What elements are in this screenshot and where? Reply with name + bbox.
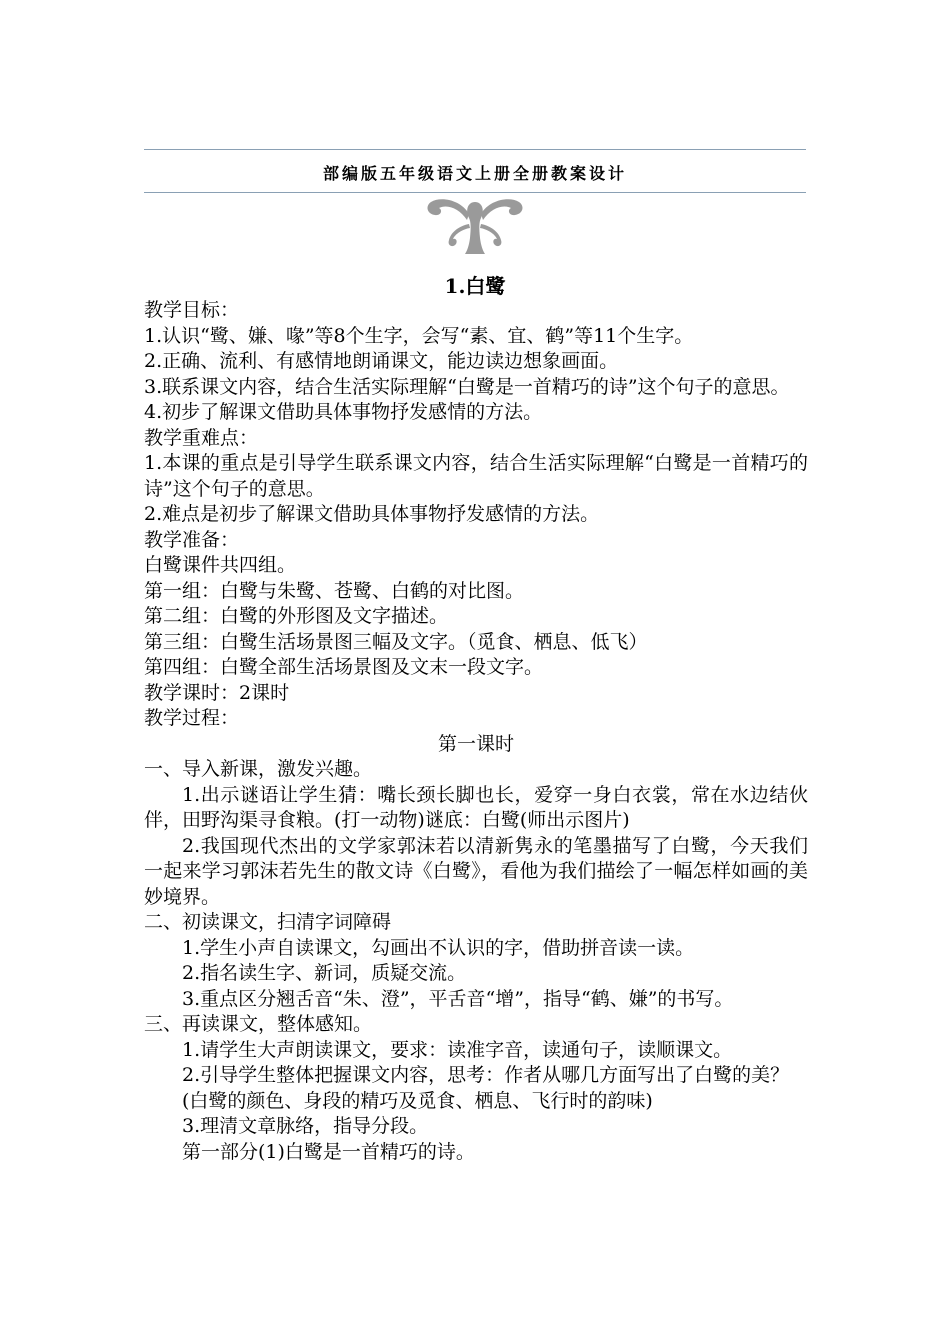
- lesson-paragraph: 一、导入新课，激发兴趣。: [144, 758, 373, 780]
- lesson-paragraph: 教学目标：: [144, 299, 240, 321]
- lesson-paragraph: 2.正确、流利、有感情地朗诵课文，能边读边想象画面。: [144, 350, 619, 372]
- lesson-paragraph: 2.我国现代杰出的文学家郭沫若以清新隽永的笔墨描写了白鹭，今天我们一起来学习郭沫若先生的散文诗《白鹭》，看他为我们描绘了一幅怎样如画的美妙境界。: [144, 834, 808, 908]
- lesson-paragraph: 白鹭课件共四组。: [144, 554, 297, 576]
- header-top-rule: [144, 149, 806, 150]
- lesson-paragraph: 3.理清文章脉络，指导分段。: [182, 1115, 429, 1137]
- lesson-paragraph: 3.重点区分翘舌音“朱、澄”，平舌音“增”，指导“鹤、嫌”的书写。: [182, 987, 734, 1010]
- lesson-paragraph: 2.指名读生字、新词，质疑交流。: [182, 962, 467, 984]
- lesson-paragraph: 教学课时：2课时: [144, 681, 290, 704]
- lesson-paragraph: 2.引导学生整体把握课文内容，思考：作者从哪几方面写出了白鹭的美？: [182, 1064, 790, 1086]
- lesson-paragraph: 1.认识“鹭、嫌、喙”等8个生字，会写“素、宜、鹤”等11个生字。: [144, 324, 694, 347]
- lesson-paragraph: 教学过程：: [144, 707, 240, 729]
- lesson-paragraph: 1.学生小声自读课文，勾画出不认识的字，借助拼音读一读。: [182, 936, 695, 959]
- header-bottom-rule: [144, 192, 806, 193]
- lesson-paragraph: 4.初步了解课文借助具体事物抒发感情的方法。: [144, 401, 543, 423]
- lesson-paragraph: 教学准备：: [144, 528, 240, 551]
- lesson-paragraph: 3.联系课文内容，结合生活实际理解“白鹭是一首精巧的诗”这个句子的意思。: [144, 375, 790, 398]
- lesson-title: 1.白鹭: [444, 274, 506, 298]
- lesson-paragraph: 教学重难点：: [144, 426, 259, 449]
- lesson-paragraph: 第一部分(1)白鹭是一首精巧的诗。: [182, 1140, 475, 1163]
- lesson-paragraph: 第一组：白鹭与朱鹭、苍鹭、白鹤的对比图。: [144, 579, 525, 602]
- lesson-paragraph: 二、初读课文，扫清字词障碍: [144, 911, 392, 933]
- lesson-paragraph: 第一课时: [437, 732, 514, 755]
- page-header-title: 部编版五年级语文上册全册教案设计: [322, 164, 627, 183]
- lesson-paragraph: (白鹭的颜色、身段的精巧及觅食、栖息、飞行时的韵味): [182, 1089, 653, 1112]
- lesson-paragraph: 第二组：白鹭的外形图及文字描述。: [144, 605, 449, 627]
- lesson-paragraph: 2.难点是初步了解课文借助具体事物抒发感情的方法。: [144, 503, 600, 525]
- lesson-paragraph: 三、再读课文，整体感知。: [144, 1013, 373, 1035]
- lesson-body: [144, 298, 808, 1165]
- flourish-ornament-icon: [425, 194, 525, 256]
- lesson-paragraph: 1.本课的重点是引导学生联系课文内容，结合生活实际理解“白鹭是一首精巧的诗”这个句子的意思。: [144, 452, 808, 500]
- lesson-paragraph: 1.请学生大声朗读课文，要求：读准字音，读通句子，读顺课文。: [182, 1038, 733, 1061]
- lesson-paragraph: 第四组：白鹭全部生活场景图及文末一段文字。: [144, 656, 544, 678]
- lesson-paragraph: 1.出示谜语让学生猜：嘴长颈长脚也长，爱穿一身白衣裳，常在水边结伙伴，田野沟渠寻食粮。(打一动物)谜底：白鹭(师出示图片): [144, 783, 808, 831]
- lesson-paragraph: 第三组：白鹭生活场景图三幅及文字。（觅食、栖息、低飞）: [144, 630, 648, 653]
